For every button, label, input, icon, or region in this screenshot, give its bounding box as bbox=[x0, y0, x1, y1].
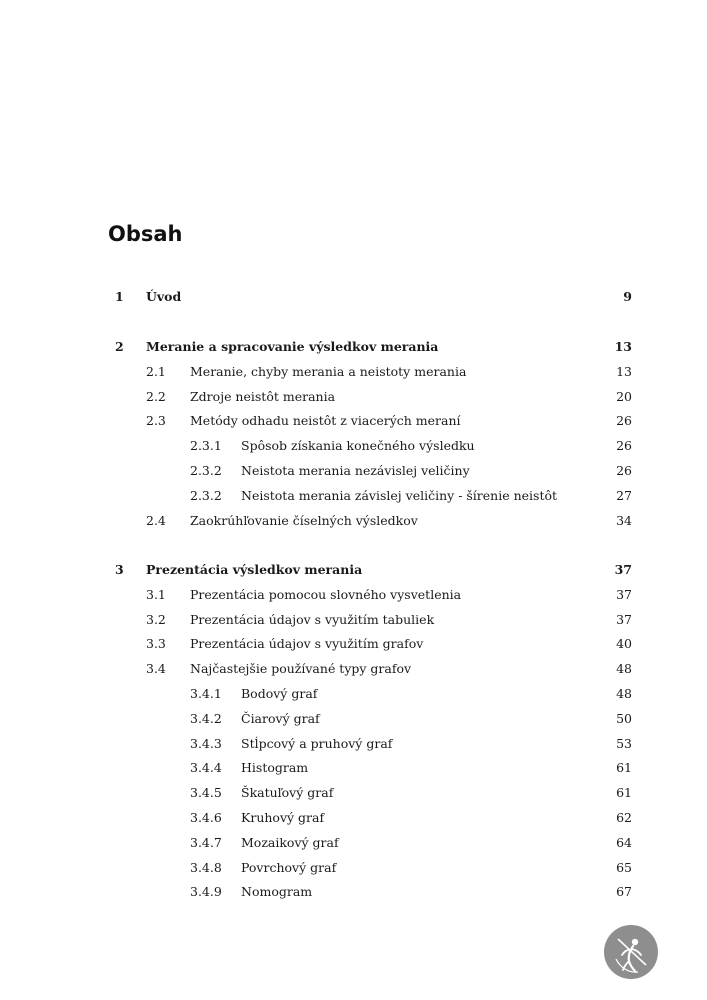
toc-subsection-number: 3.4.4 bbox=[190, 760, 222, 776]
toc-chapter[interactable] bbox=[0, 287, 707, 307]
toc-section[interactable] bbox=[0, 511, 707, 531]
toc-section-label: Prezentácia pomocou slovného vysvetlenia bbox=[190, 586, 462, 602]
toc-subsection-label: Nomogram bbox=[241, 884, 313, 900]
toc-chapter-label: Prezentácia výsledkov merania bbox=[146, 562, 363, 577]
toc-subsection-number: 3.4.5 bbox=[190, 785, 222, 801]
toc-subsection-number: 2.3.2 bbox=[190, 487, 222, 503]
toc-subsection-number: 2.3.2 bbox=[190, 463, 222, 478]
toc-subsection-number: 3.4.1 bbox=[190, 686, 222, 701]
toc-section[interactable] bbox=[0, 610, 707, 630]
toc-subsection[interactable] bbox=[0, 808, 707, 828]
toc-chapter[interactable] bbox=[0, 560, 707, 580]
toc-section-number: 3.1 bbox=[146, 586, 166, 602]
toc-subsection-number: 2.3.1 bbox=[190, 438, 222, 454]
toc-subsection-page-number: 27 bbox=[616, 487, 632, 503]
toc-subsection-page-number: 26 bbox=[616, 463, 632, 478]
toc-section-label: Prezentácia údajov s využitím tabuliek bbox=[190, 611, 435, 627]
toc-subsection[interactable] bbox=[0, 709, 707, 729]
toc-subsection[interactable] bbox=[0, 734, 707, 754]
toc-subsection-label: Čiarový graf bbox=[241, 710, 320, 726]
toc-section-label: Metódy odhadu neistôt z viacerých meraní bbox=[190, 413, 461, 429]
toc-subsection-number: 3.4.6 bbox=[190, 810, 222, 825]
toc-subsection-label: Škatuľový graf bbox=[241, 785, 334, 801]
toc-section[interactable] bbox=[0, 362, 707, 382]
toc-subsection-label: Neistota merania závislej veličiny - šírenie neistôt bbox=[241, 487, 558, 503]
toc-subsection-page-number: 67 bbox=[616, 884, 632, 900]
toc-section-number: 3.3 bbox=[146, 636, 166, 652]
toc-chapter-number: 1 bbox=[115, 289, 124, 304]
toc-subsection-label: Histogram bbox=[241, 760, 309, 776]
toc-chapter-page-number: 9 bbox=[623, 289, 632, 304]
toc-subsection-number: 3.4.7 bbox=[190, 834, 222, 850]
toc-section-number: 2.1 bbox=[146, 363, 166, 379]
toc-subsection-label: Kruhový graf bbox=[241, 810, 325, 825]
toc-section-page-number: 34 bbox=[616, 512, 632, 528]
toc-subsection-label: Bodový graf bbox=[241, 686, 318, 701]
toc-subsection-page-number: 50 bbox=[616, 710, 632, 726]
toc-subsection-number: 3.4.3 bbox=[190, 735, 222, 751]
toc-section[interactable] bbox=[0, 387, 707, 407]
toc-subsection[interactable] bbox=[0, 486, 707, 506]
toc-chapter[interactable] bbox=[0, 337, 707, 357]
toc-subsection[interactable] bbox=[0, 461, 707, 481]
toc-subsection-page-number: 62 bbox=[616, 810, 632, 825]
toc-chapter-number: 2 bbox=[115, 339, 124, 354]
toc-section[interactable] bbox=[0, 659, 707, 679]
toc-section-page-number: 13 bbox=[616, 363, 632, 379]
toc-subsection[interactable] bbox=[0, 758, 707, 778]
toc-section-page-number: 37 bbox=[616, 586, 632, 602]
toc-chapter-number: 3 bbox=[115, 562, 124, 577]
toc-subsection-page-number: 61 bbox=[616, 785, 632, 801]
toc-subsection-label: Povrchový graf bbox=[241, 859, 337, 875]
toc-subsection-label: Neistota merania nezávislej veličiny bbox=[241, 463, 470, 478]
toc-section-page-number: 26 bbox=[616, 413, 632, 429]
toc-subsection[interactable] bbox=[0, 684, 707, 704]
toc-chapter-page-number: 13 bbox=[614, 339, 632, 354]
toc-section[interactable] bbox=[0, 634, 707, 654]
toc-subsection-number: 3.4.2 bbox=[190, 710, 222, 726]
toc-subsection-number: 3.4.8 bbox=[190, 859, 222, 875]
toc-chapter-page-number: 37 bbox=[614, 562, 632, 577]
toc-section-page-number: 20 bbox=[616, 388, 632, 404]
javelin-thrower-logo-icon bbox=[604, 925, 658, 979]
toc-section-number: 2.2 bbox=[146, 388, 166, 404]
toc-section-number: 2.4 bbox=[146, 512, 166, 528]
toc-section-page-number: 37 bbox=[616, 611, 632, 627]
toc-subsection-label: Mozaikový graf bbox=[241, 834, 339, 850]
toc-subsection-page-number: 53 bbox=[616, 735, 632, 751]
toc-section[interactable] bbox=[0, 585, 707, 605]
toc-section-number: 3.4 bbox=[146, 661, 166, 677]
toc-section-label: Najčastejšie používané typy grafov bbox=[190, 661, 412, 677]
toc-subsection[interactable] bbox=[0, 436, 707, 456]
toc-section-label: Zdroje neistôt merania bbox=[190, 388, 336, 404]
toc-subsection-page-number: 48 bbox=[616, 686, 632, 701]
toc-section-number: 2.3 bbox=[146, 413, 166, 429]
toc-subsection[interactable] bbox=[0, 783, 707, 803]
toc-section-page-number: 40 bbox=[616, 636, 632, 652]
toc-subsection[interactable] bbox=[0, 882, 707, 902]
toc-subsection-page-number: 26 bbox=[616, 438, 632, 454]
toc-section[interactable] bbox=[0, 411, 707, 431]
toc-subsection-page-number: 61 bbox=[616, 760, 632, 776]
toc-subsection[interactable] bbox=[0, 833, 707, 853]
toc-subsection-label: Stĺpcový a pruhový graf bbox=[241, 735, 393, 751]
toc-subsection-page-number: 65 bbox=[616, 859, 632, 875]
toc-section-number: 3.2 bbox=[146, 611, 166, 627]
toc-section-label: Zaokrúhľovanie číselných výsledkov bbox=[190, 512, 418, 528]
toc-chapter-label: Meranie a spracovanie výsledkov merania bbox=[146, 339, 439, 354]
toc-section-page-number: 48 bbox=[616, 661, 632, 677]
toc-chapter-label: Úvod bbox=[146, 289, 182, 304]
toc-section-label: Prezentácia údajov s využitím grafov bbox=[190, 636, 424, 652]
toc-subsection[interactable] bbox=[0, 858, 707, 878]
page-title: Obsah bbox=[108, 222, 183, 246]
toc-subsection-page-number: 64 bbox=[616, 834, 632, 850]
toc-subsection-label: Spôsob získania konečného výsledku bbox=[241, 438, 475, 454]
toc-section-label: Meranie, chyby merania a neistoty merania bbox=[190, 363, 467, 379]
toc-subsection-number: 3.4.9 bbox=[190, 884, 222, 900]
